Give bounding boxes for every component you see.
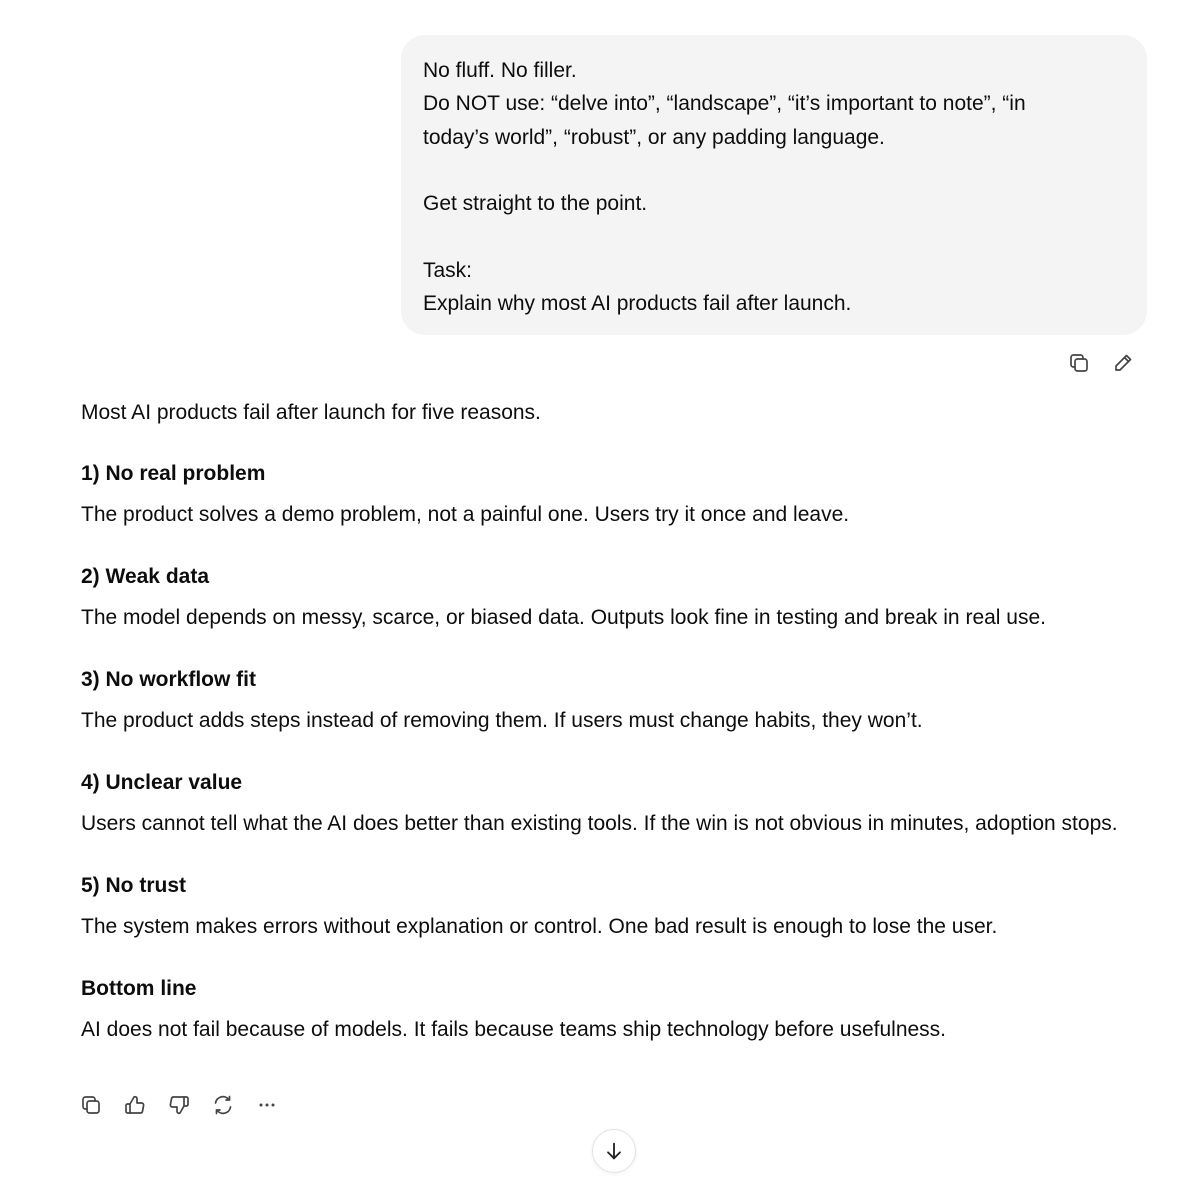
bad-response-button[interactable] <box>162 1089 196 1121</box>
more-actions-button[interactable] <box>250 1089 284 1121</box>
thumbs-down-icon <box>167 1093 191 1117</box>
section-body: The product adds steps instead of removing them. If users must change habits, they won’t. <box>81 709 923 732</box>
answer-section <box>81 662 1151 740</box>
user-message-line: Task: <box>423 258 473 282</box>
user-message-line: Explain why most AI products fail after launch. <box>423 292 852 316</box>
section-heading: 2) Weak data <box>81 565 209 588</box>
assistant-message <box>81 395 1151 1074</box>
copy-icon <box>79 1093 103 1117</box>
scroll-to-bottom-button[interactable] <box>592 1129 636 1173</box>
answer-section <box>81 868 1151 946</box>
user-message-line <box>423 154 1125 187</box>
section-body: Users cannot tell what the AI does better than existing tools. If the win is not obvious in minutes, adoption stops. <box>81 812 1118 835</box>
section-body: The model depends on messy, scarce, or biased data. Outputs look fine in testing and break in real use. <box>81 606 1046 629</box>
section-body: The system makes errors without explanation or control. One bad result is enough to lose the user. <box>81 915 998 938</box>
more-icon <box>255 1093 279 1117</box>
answer-section <box>81 765 1151 843</box>
section-heading: 4) Unclear value <box>81 771 243 794</box>
pencil-icon <box>1111 351 1135 375</box>
good-response-button[interactable] <box>118 1089 152 1121</box>
section-heading: 3) No workflow fit <box>81 668 256 691</box>
answer-section <box>81 559 1151 637</box>
assistant-message-actions <box>74 1089 284 1121</box>
section-body: The product solves a demo problem, not a painful one. Users try it once and leave. <box>81 503 850 526</box>
section-heading: 5) No trust <box>81 874 186 897</box>
arrow-down-icon <box>603 1140 625 1162</box>
section-body: AI does not fail because of models. It fails because teams ship technology before usefulness. <box>81 1018 947 1041</box>
section-heading: Bottom line <box>81 977 197 1000</box>
answer-section <box>81 971 1151 1049</box>
regenerate-button[interactable] <box>206 1089 240 1121</box>
answer-section <box>81 456 1151 534</box>
answer-intro: Most AI products fail after launch for five reasons. <box>81 401 541 424</box>
user-message-line: Do NOT use: “delve into”, “landscape”, “it’s important to note”, “in <box>423 92 1026 116</box>
copy-response-button[interactable] <box>74 1089 108 1121</box>
copy-user-message-button[interactable] <box>1062 348 1096 378</box>
thumbs-up-icon <box>123 1093 147 1117</box>
copy-icon <box>1067 351 1091 375</box>
user-message-line: No fluff. No filler. <box>423 59 577 82</box>
user-message-line <box>423 220 1125 253</box>
user-message-actions <box>1062 348 1140 378</box>
user-message-bubble <box>401 35 1147 335</box>
regenerate-icon <box>211 1093 235 1117</box>
user-message-line: Get straight to the point. <box>423 192 648 216</box>
user-message-line: today’s world”, “robust”, or any padding language. <box>423 125 885 149</box>
edit-message-button[interactable] <box>1106 348 1140 378</box>
section-heading: 1) No real problem <box>81 462 266 485</box>
